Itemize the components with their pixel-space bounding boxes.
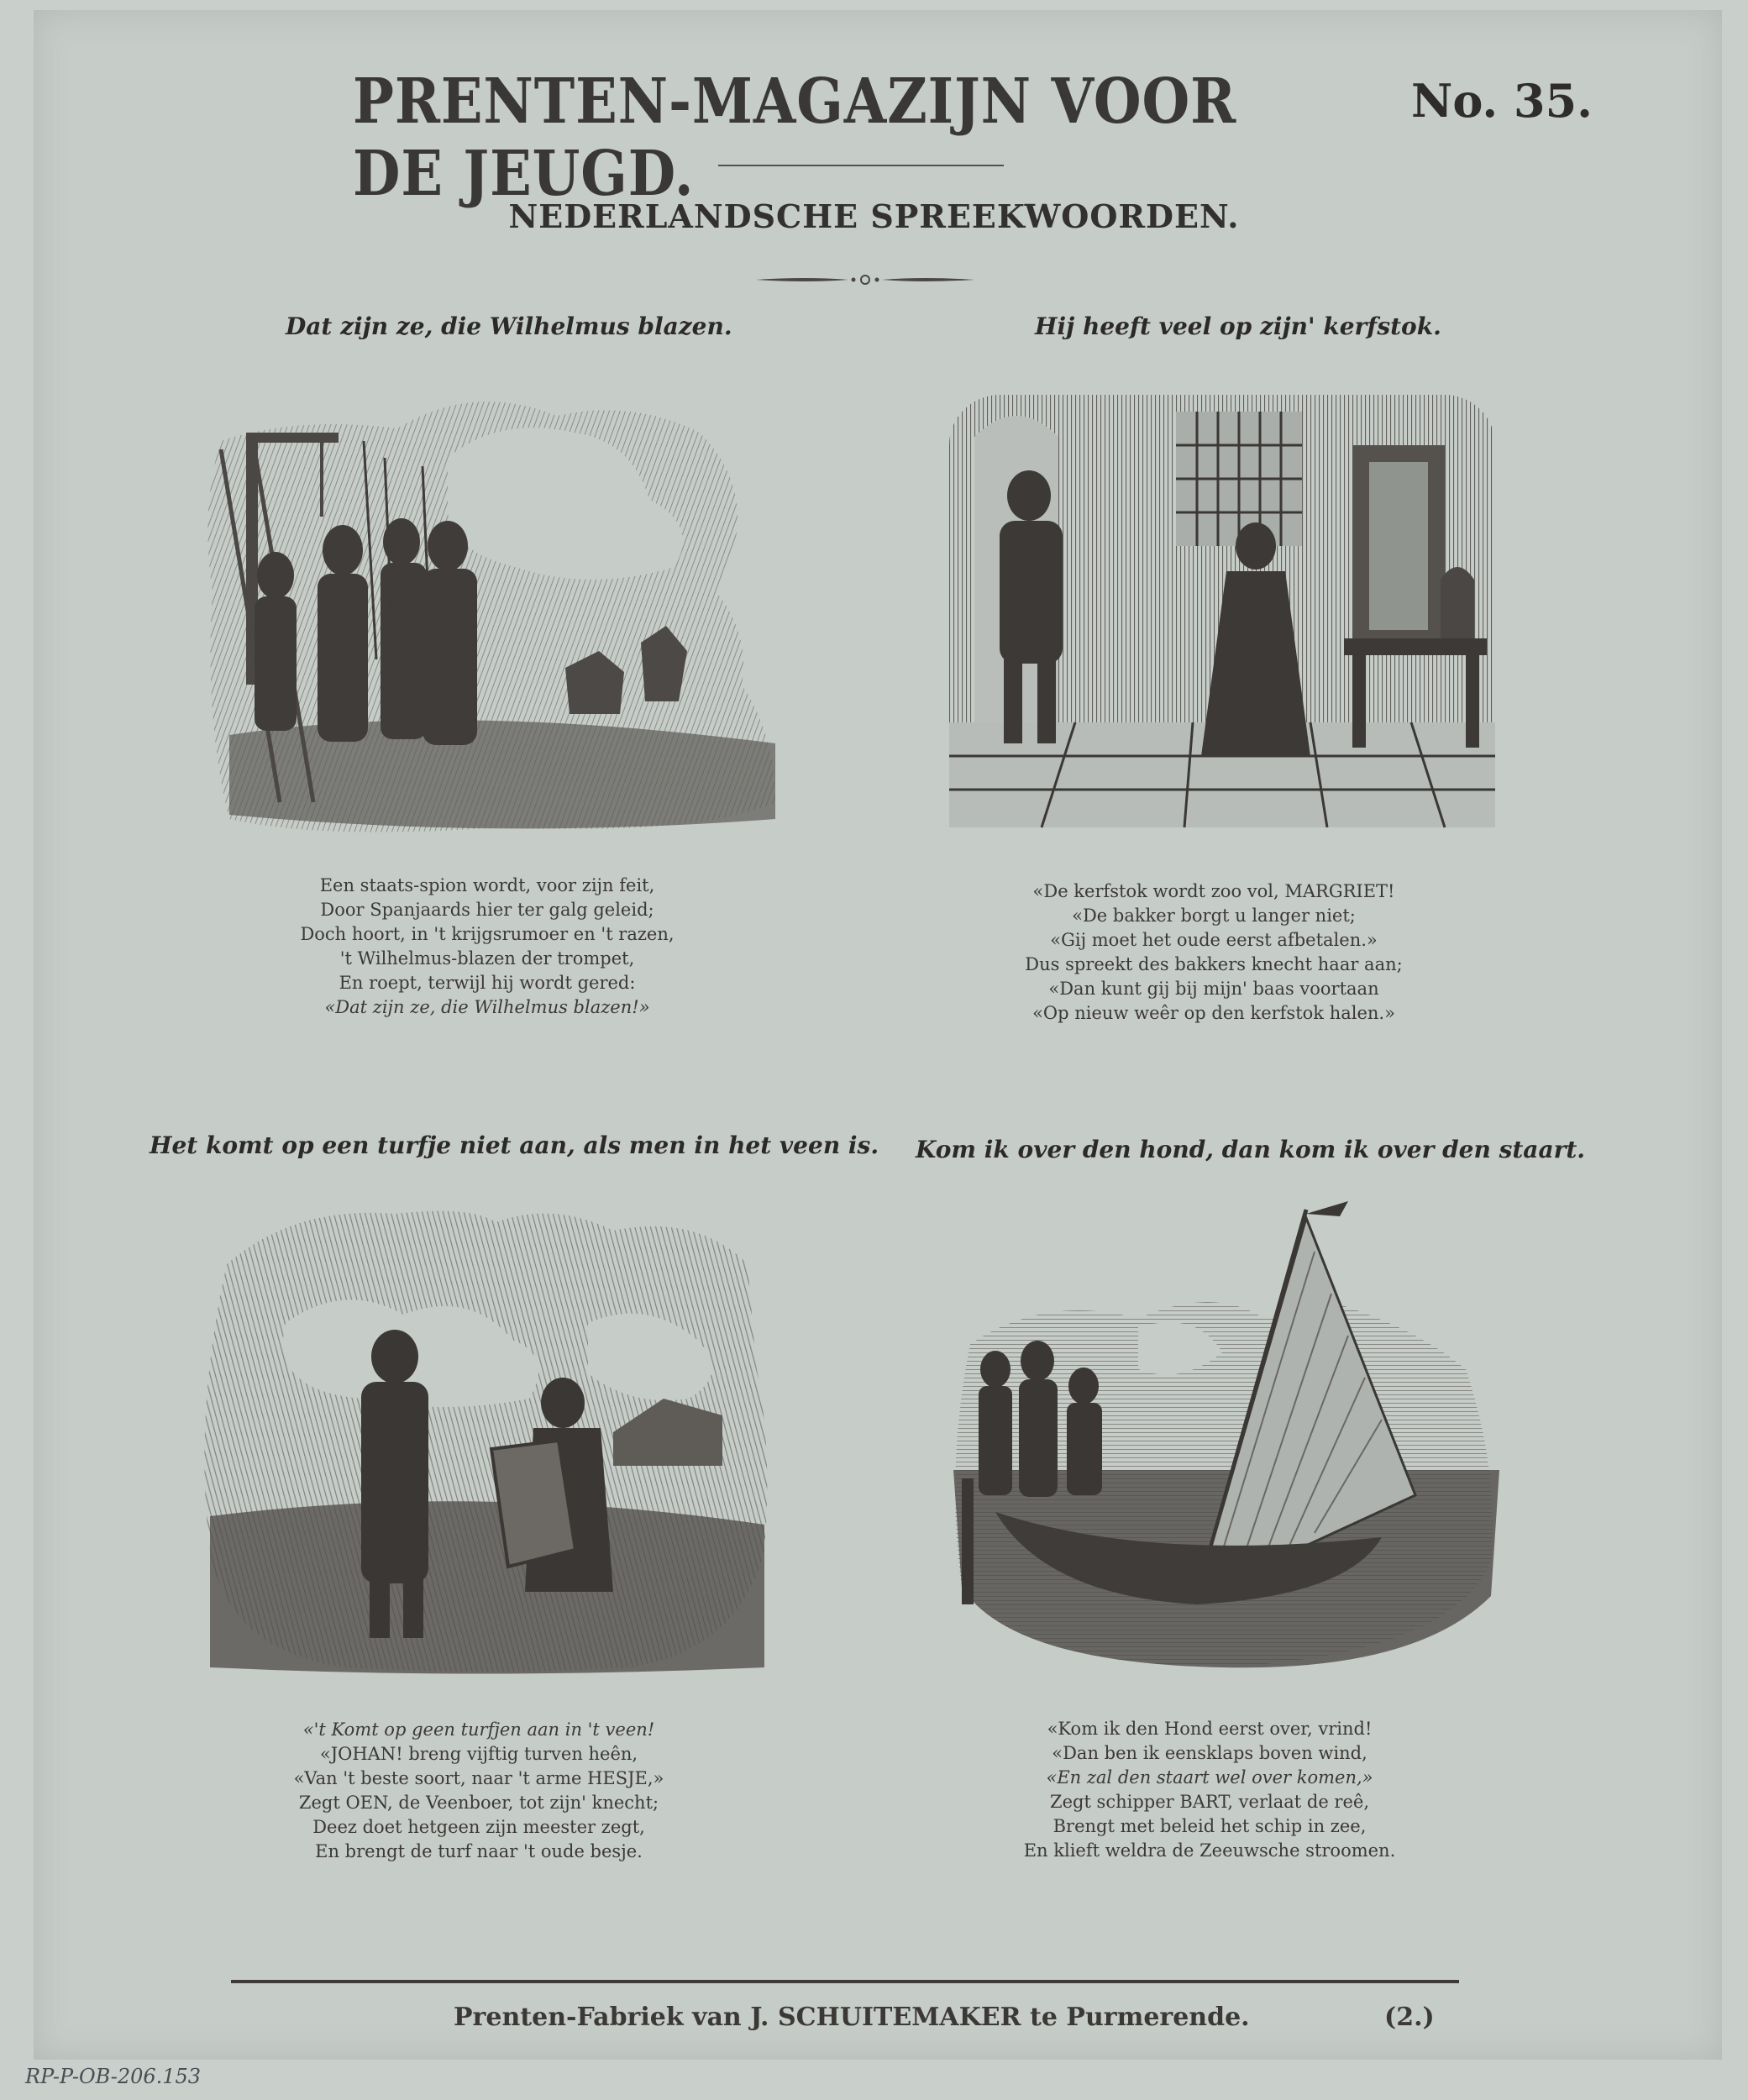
ornament-divider — [756, 274, 974, 286]
verse-2 — [1016, 879, 1411, 1026]
collection-stamp: RP-P-OB-206.153 — [25, 2065, 202, 2088]
verse-line: «Op nieuw weêr op den kerfstok halen.» — [1032, 1003, 1395, 1023]
verse-line: En klieft weldra de Zeeuwsche stroomen. — [1023, 1840, 1396, 1861]
verse-line: «Dan ben ik eensklaps boven wind, — [1052, 1743, 1367, 1763]
verse-line: «Gij moet het oude eerst afbetalen.» — [1050, 930, 1378, 950]
verse-line: «En zal den staart wel over komen,» — [1046, 1767, 1373, 1788]
woodcut-peat-scene — [193, 1197, 773, 1676]
title-rule — [718, 165, 1004, 166]
footer-rule — [231, 1980, 1459, 1983]
magazine-title: PRENTEN-MAGAZIJN VOOR DE JEUGD. — [353, 66, 1237, 210]
verse-line: Dus spreekt des bakkers knecht haar aan; — [1025, 954, 1403, 974]
verse-line: «'t Komt op geen turfjen aan in 't veen! — [302, 1719, 655, 1740]
publisher-imprint: Prenten-Fabriek van J. SCHUITEMAKER te Purmerende. — [454, 2003, 1250, 2032]
verse-line: «Dat zijn ze, die Wilhelmus blazen!» — [324, 997, 650, 1017]
issue-number: No. 35. — [1411, 74, 1593, 128]
verse-line: Brengt met beleid het schip in zee, — [1052, 1816, 1367, 1836]
verse-line: Doch hoort, in 't krijgsrumoer en 't razen, — [300, 924, 675, 944]
page-number: (2.) — [1384, 2003, 1435, 2032]
verse-line: Zegt OEN, de Veenboer, tot zijn' knecht; — [298, 1793, 659, 1813]
verse-line: Door Spanjaards hier ter galg geleid; — [320, 900, 654, 920]
verse-line: «Dan kunt gij bij mijn' baas voortaan — [1048, 979, 1379, 999]
verse-line: «JOHAN! breng vijftig turven heên, — [319, 1744, 638, 1764]
verse-line: Deez doet hetgeen zijn meester zegt, — [312, 1817, 645, 1837]
proverb-heading-3: Het komt op een turfje niet aan, als men in het veen is. — [150, 1131, 879, 1159]
woodcut-sailboat-scene — [945, 1201, 1499, 1672]
verse-line: «Van 't beste soort, naar 't arme HESJE,» — [293, 1768, 664, 1788]
page-subtitle: NEDERLANDSCHE SPREEKWOORDEN. — [508, 197, 1240, 235]
verse-line: En roept, terwijl hij wordt gered: — [339, 973, 636, 993]
verse-line: «De bakker borgt u langer niet; — [1072, 906, 1356, 926]
verse-3 — [277, 1718, 680, 1864]
woodcut-kerfstok-scene — [941, 386, 1504, 836]
verse-line: Zegt schipper BART, verlaat de reê, — [1049, 1792, 1369, 1812]
verse-line: «Kom ik den Hond eerst over, vrind! — [1047, 1719, 1373, 1739]
verse-line: «De kerfstok wordt zoo vol, MARGRIET! — [1032, 881, 1395, 901]
verse-4 — [1008, 1717, 1411, 1863]
proverb-heading-2: Hij heeft veel op zijn' kerfstok. — [1035, 312, 1441, 340]
verse-line: Een staats-spion wordt, voor zijn feit, — [319, 875, 655, 895]
verse-line: En brengt de turf naar 't oude besje. — [315, 1841, 643, 1861]
verse-1 — [286, 874, 689, 1020]
proverb-heading-1: Dat zijn ze, die Wilhelmus blazen. — [286, 312, 732, 340]
woodcut-gallows-scene — [196, 382, 784, 840]
verse-line: 't Wilhelmus-blazen der trompet, — [339, 948, 635, 969]
proverb-heading-4: Kom ik over den hond, dan kom ik over den staart. — [916, 1136, 1586, 1163]
